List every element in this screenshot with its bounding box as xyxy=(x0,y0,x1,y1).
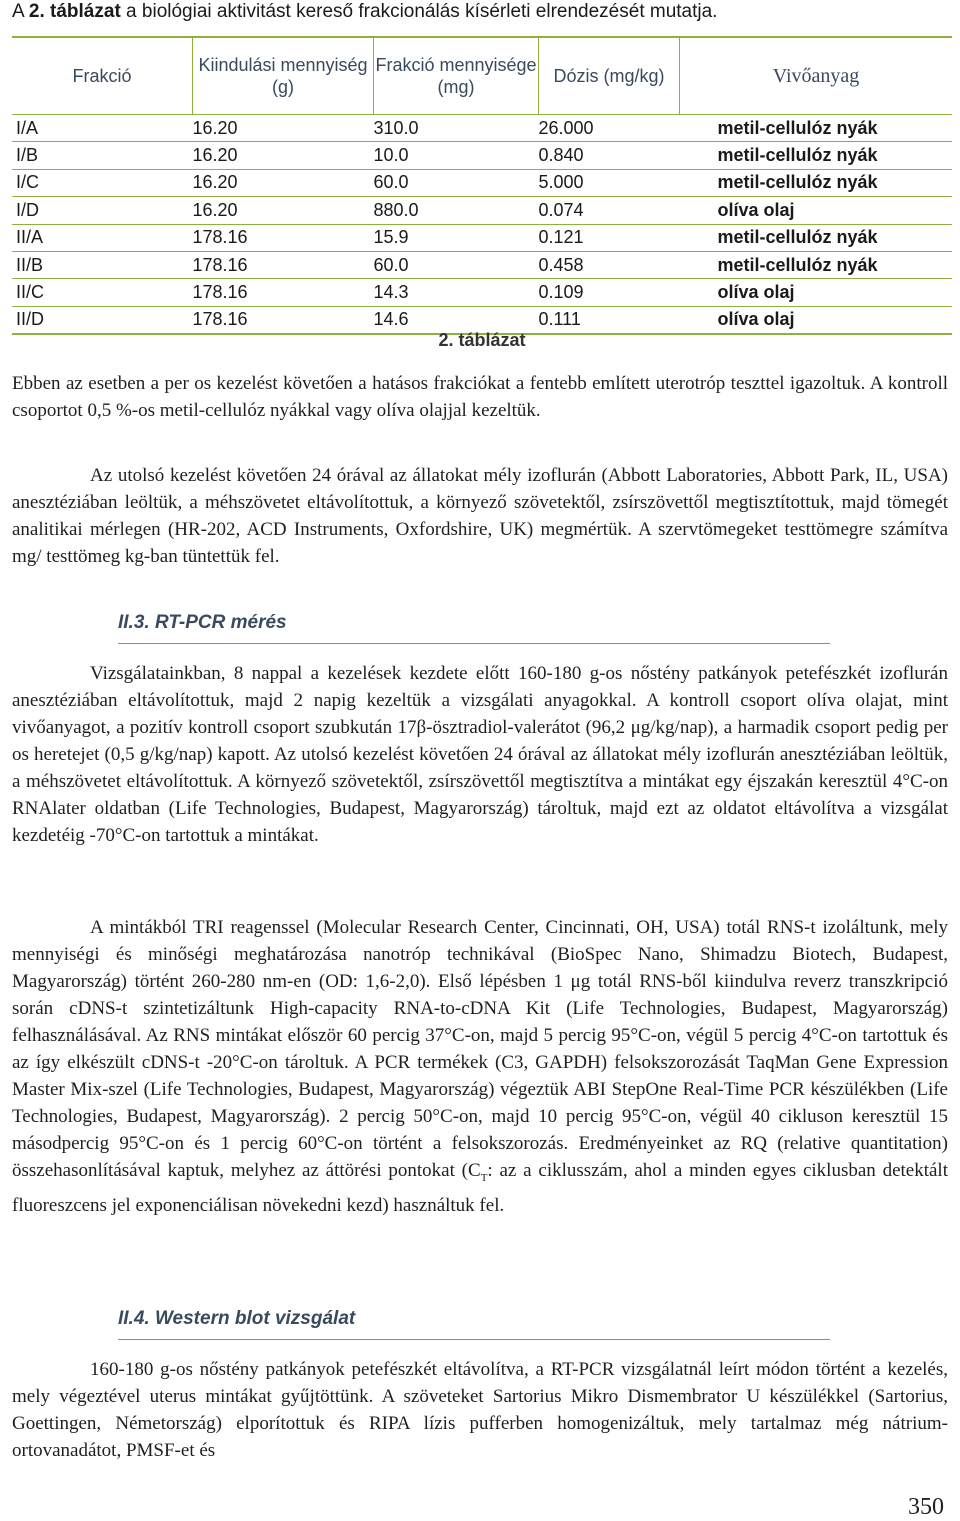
cell-fraction: II/A xyxy=(16,227,44,248)
cell-start-amount: 178.16 xyxy=(192,309,248,330)
paragraph-4 xyxy=(12,914,948,1219)
table-row xyxy=(12,224,952,251)
cell-dose: 0.111 xyxy=(538,309,581,330)
intro-sentence xyxy=(12,0,717,24)
cell-fraction-amount: 60.0 xyxy=(373,254,409,275)
cell-start-amount: 178.16 xyxy=(192,227,248,248)
table-header-row xyxy=(12,37,952,115)
cell-fraction: I/D xyxy=(16,199,40,220)
cell-fraction: II/B xyxy=(16,254,44,275)
table-row xyxy=(12,279,952,306)
cell-fraction-amount: 60.0 xyxy=(373,172,409,193)
table-row xyxy=(12,142,952,169)
table-row xyxy=(12,169,952,196)
cell-dose: 26.000 xyxy=(538,117,594,138)
header-fraction-amount: Frakció mennyisége (mg) xyxy=(374,37,539,115)
header-dose: Dózis (mg/kg) xyxy=(539,37,680,115)
cell-vehicle: olíva olaj xyxy=(717,309,795,330)
cell-dose: 5.000 xyxy=(538,172,584,193)
intro-table-ref: 2. táblázat xyxy=(28,1,121,22)
paragraph-4-subscript: T xyxy=(480,1171,488,1184)
cell-start-amount: 16.20 xyxy=(192,199,238,220)
cell-vehicle: metil-cellulóz nyák xyxy=(717,117,878,138)
header-fraction: Frakció xyxy=(12,37,193,115)
cell-fraction-amount: 14.3 xyxy=(373,282,409,303)
cell-fraction: I/B xyxy=(16,145,39,166)
paragraph-2: Az utolsó kezelést követően 24 órával az állatokat mély izoflurán (Abbott Laboratories, Abbott Park, IL, USA) anesztéziában leöltük, a méhszövetet eltávolítottuk, a környező szövetektől, zsírszövettől megtisztítottuk, majd tömegét analitikai mérlegen (HR-202, ACD Instruments, Oxfordshire, UK) megmértük. A szervtömegeket testtömegre számítva mg/ testtömeg kg-ban tüntettük fel. xyxy=(12,465,948,567)
paragraph-4-part-a: A mintákból TRI reagenssel (Molecular Research Center, Cincinnati, OH, USA) totál RNS-t izoláltunk, mely mennyiségi és minőségi meghatározása nanotróp technikával (BioSpec Nano, Shimadzu Biotech, Budapest, Magyarország) történt 260-280 nm-en (OD: 1,6-2,0). Első lépésben 1 μg totál RNS-ből kiindulva reverz transzkripció során cDNS-t szintetizáltunk High-capacity RNA-to-cDNA Kit (Life Technologies, Budapest, Magyarország) felhasználásával. Az RNS mintákat először 60 percig 37°C-on, majd 5 percig 95°C-on, végül 5 percig 4°C-on tartottuk és az így elkészült cDNS-t -20°C-on tároltuk. A PCR termékek (C3, GAPDH) felsokszorozását TaqMan Gene Expression Master Mix-szel (Life Technologies, Budapest, Magyarország) végeztük ABI StepOne Real-Time PCR készülékben (Life Technologies, Budapest, Magyarország). 2 percig 50°C-on, majd 10 percig 95°C-on, végül 40 cikluson keresztül 15 másodpercig 95°C-on és 1 percig 60°C-on történt a felsokszorozás. Eredményeinket az RQ (relative quantitation) összehasonlításával kaptuk, melyhez az áttörési pontokat (C xyxy=(12,917,948,1181)
cell-fraction-amount: 15.9 xyxy=(373,227,409,248)
table-caption: 2. táblázat xyxy=(438,330,526,350)
paragraph-5: 160-180 g-os nőstény patkányok petefészkét eltávolítva, a RT-PCR vizsgálatnál leírt módon történt a kezelés, mely végeztével uterus mintákat gyűjtöttünk. A szöveteket Sartorius Mikro Dismembrator U készülékkel (Sartorius, Goettingen, Németország) elporítottuk és RIPA lízis pufferben homogenizáltuk, mely tartalmaz még nátrium-ortovanadátot, PMSF-et és xyxy=(12,1359,948,1461)
page-number: 350 xyxy=(908,1494,944,1520)
table-row xyxy=(12,197,952,224)
heading-rule xyxy=(118,1339,830,1340)
cell-fraction: I/A xyxy=(16,117,39,138)
cell-fraction: II/D xyxy=(16,309,45,330)
cell-vehicle: metil-cellulóz nyák xyxy=(717,172,878,193)
paragraph-3: Vizsgálatainkban, 8 nappal a kezelések kezdete előtt 160-180 g-os nőstény patkányok petefészkét izoflurán anesztéziában eltávolítottuk, majd 2 napig kezeltük a vizsgálati anyagokkal. A kontroll csoport olíva olajat, mint vivőanyagot, a pozitív kontroll csoport szubkután 17β-ösztradiol-valerátot (96,2 μg/kg/nap), a harmadik csoport pedig per os heretejet (0,5 g/kg/nap) kapott. Az utolsó kezelést követően 24 órával az állatokat mély izoflurán anesztéziában leöltük, a méhszövetet eltávolítottuk. A környező szövetektől, zsírszövettől megtisztítva a mintákat egy éjszakán keresztül 4°C-on RNAlater oldatban (Life Technologies, Budapest, Magyarország) tároltuk, majd ezt az oldatot eltávolítva a vizsgálat kezdetéig -70°C-on tartottuk a mintákat. xyxy=(12,663,948,846)
header-vehicle: Vivőanyag xyxy=(772,65,860,87)
cell-start-amount: 178.16 xyxy=(192,282,248,303)
cell-vehicle: olíva olaj xyxy=(717,199,795,220)
cell-dose: 0.109 xyxy=(538,282,584,303)
table-row xyxy=(12,251,952,278)
paragraph-1: Ebben az esetben a per os kezelést követően a hatásos frakciókat a fentebb említett uterotróp teszttel igazoltuk. A kontroll csoportot 0,5 %-os metil-cellulóz nyákkal vagy olíva olajjal kezeltük. xyxy=(12,373,948,421)
cell-start-amount: 16.20 xyxy=(192,145,238,166)
intro-text: a biológiai aktivitást kereső frakcionálás kísérleti elrendezését mutatja. xyxy=(120,1,718,22)
cell-fraction: II/C xyxy=(16,282,45,303)
heading-rule xyxy=(118,643,830,644)
header-start-amount: Kiindulási mennyiség (g) xyxy=(193,37,374,115)
cell-dose: 0.074 xyxy=(538,199,584,220)
cell-fraction-amount: 310.0 xyxy=(373,117,419,138)
cell-dose: 0.840 xyxy=(538,145,584,166)
section-heading-western-blot: II.4. Western blot vizsgálat xyxy=(118,1308,356,1329)
intro-prefix: A xyxy=(12,1,29,22)
cell-dose: 0.458 xyxy=(538,254,584,275)
paragraph-4-part-b: : az a ciklusszám, ahol a minden egyes ciklusban detektált fluoreszcens jel exponenciálisan növekedni kezd) használtuk fel. xyxy=(12,1160,948,1216)
section-heading-rt-pcr: II.3. RT-PCR mérés xyxy=(118,612,287,633)
cell-start-amount: 178.16 xyxy=(192,254,248,275)
fractionation-table xyxy=(12,36,952,335)
cell-vehicle: metil-cellulóz nyák xyxy=(717,227,878,248)
cell-vehicle: metil-cellulóz nyák xyxy=(717,254,878,275)
cell-start-amount: 16.20 xyxy=(192,117,238,138)
table-row xyxy=(12,115,952,142)
cell-fraction-amount: 10.0 xyxy=(373,145,409,166)
cell-fraction-amount: 880.0 xyxy=(373,199,419,220)
cell-fraction: I/C xyxy=(16,172,40,193)
cell-fraction-amount: 14.6 xyxy=(373,309,409,330)
cell-start-amount: 16.20 xyxy=(192,172,238,193)
cell-dose: 0.121 xyxy=(538,227,584,248)
cell-vehicle: metil-cellulóz nyák xyxy=(717,145,878,166)
cell-vehicle: olíva olaj xyxy=(717,282,795,303)
